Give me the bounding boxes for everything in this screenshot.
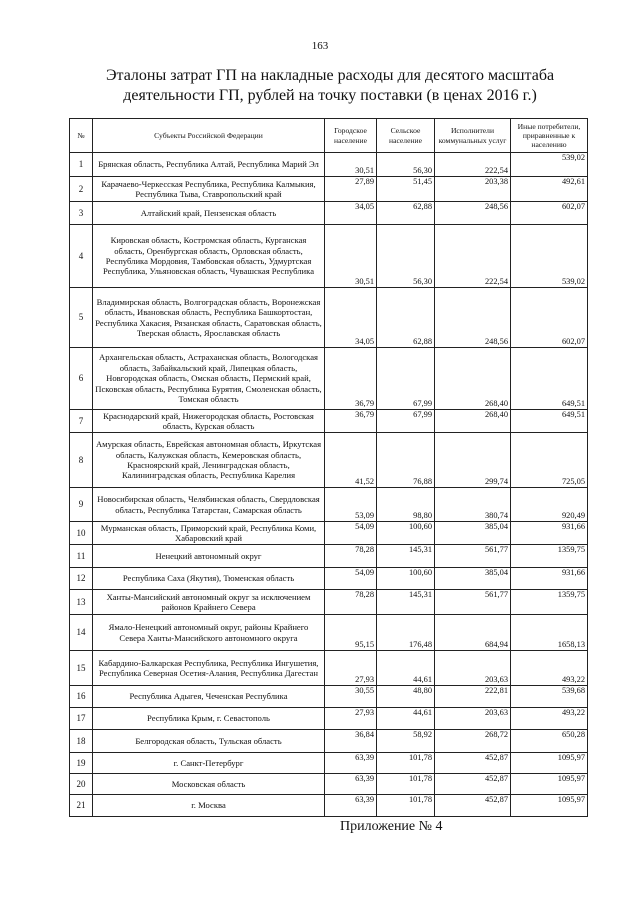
table-header-row <box>70 119 588 153</box>
other-value: 493,22 <box>511 651 588 686</box>
region-cell: Республика Саха (Якутия), Тюменская область <box>93 568 325 590</box>
urban-value: 78,28 <box>325 590 377 615</box>
other-value: 1359,75 <box>511 590 588 615</box>
row-number: 16 <box>70 686 93 708</box>
rural-value: 101,78 <box>377 795 435 817</box>
rural-value: 100,60 <box>377 568 435 590</box>
row-number: 17 <box>70 708 93 730</box>
table-row <box>70 410 588 433</box>
rural-value: 76,88 <box>377 433 435 488</box>
other-value: 493,22 <box>511 708 588 730</box>
row-number: 3 <box>70 202 93 225</box>
urban-value: 27,93 <box>325 651 377 686</box>
urban-value: 36,79 <box>325 410 377 433</box>
rural-value: 48,80 <box>377 686 435 708</box>
region-cell: Владимирская область, Волгоградская область, Воронежская область, Ивановская область, Республика Башкортостан, Республика Хакасия, Рязанская область, Саратовская область, Тверская область, Ярославская область <box>93 288 325 348</box>
utility-value: 684,94 <box>435 615 511 651</box>
row-number: 21 <box>70 795 93 817</box>
utility-value: 248,56 <box>435 202 511 225</box>
utility-value: 561,77 <box>435 590 511 615</box>
rural-value: 62,88 <box>377 288 435 348</box>
urban-value: 36,84 <box>325 730 377 753</box>
region-cell: Карачаево-Черкесская Республика, Республика Калмыкия, Республика Тыва, Ставропольский край <box>93 177 325 202</box>
column-header-utility: Исполнители коммунальных услуг <box>435 119 511 153</box>
utility-value: 222,54 <box>435 225 511 288</box>
rural-value: 145,31 <box>377 545 435 568</box>
appendix-label: Приложение № 4 <box>340 819 443 834</box>
rural-value: 44,61 <box>377 651 435 686</box>
tariff-table <box>69 118 588 817</box>
rural-value: 101,78 <box>377 774 435 795</box>
utility-value: 385,04 <box>435 522 511 545</box>
other-value: 649,51 <box>511 348 588 410</box>
table-row <box>70 795 588 817</box>
urban-value: 27,89 <box>325 177 377 202</box>
other-value: 539,02 <box>511 153 588 177</box>
region-cell: Республика Адыгея, Чеченская Республика <box>93 686 325 708</box>
rural-value: 51,45 <box>377 177 435 202</box>
utility-value: 299,74 <box>435 433 511 488</box>
table-row <box>70 177 588 202</box>
utility-value: 222,81 <box>435 686 511 708</box>
row-number: 8 <box>70 433 93 488</box>
utility-value: 203,38 <box>435 177 511 202</box>
urban-value: 27,93 <box>325 708 377 730</box>
document-title: Эталоны затрат ГП на накладные расходы для десятого масштаба деятельности ГП, рублей на точку поставки (в ценах 2016 г.) <box>105 67 555 104</box>
row-number: 6 <box>70 348 93 410</box>
rural-value: 56,30 <box>377 153 435 177</box>
region-cell: Кабардино-Балкарская Республика, Республика Ингушетия, Республика Северная Осетия-Алания, Республика Дагестан <box>93 651 325 686</box>
urban-value: 34,05 <box>325 202 377 225</box>
urban-value: 54,09 <box>325 568 377 590</box>
urban-value: 41,52 <box>325 433 377 488</box>
column-header-number: № <box>70 119 93 153</box>
other-value: 1359,75 <box>511 545 588 568</box>
other-value: 649,51 <box>511 410 588 433</box>
region-cell: Республика Крым, г. Севастополь <box>93 708 325 730</box>
rural-value: 56,30 <box>377 225 435 288</box>
row-number: 2 <box>70 177 93 202</box>
region-cell: Мурманская область, Приморский край, Республика Коми, Хабаровский край <box>93 522 325 545</box>
urban-value: 30,55 <box>325 686 377 708</box>
other-value: 539,68 <box>511 686 588 708</box>
region-cell: Новосибирская область, Челябинская область, Свердловская область, Республика Татарстан, Самарская область <box>93 488 325 522</box>
column-header-other: Иные потребители, приравненные к населению <box>511 119 588 153</box>
other-value: 650,28 <box>511 730 588 753</box>
urban-value: 30,51 <box>325 225 377 288</box>
row-number: 19 <box>70 753 93 774</box>
utility-value: 203,63 <box>435 651 511 686</box>
rural-value: 58,92 <box>377 730 435 753</box>
region-cell: Белгородская область, Тульская область <box>93 730 325 753</box>
table-row <box>70 153 588 177</box>
other-value: 539,02 <box>511 225 588 288</box>
rural-value: 62,88 <box>377 202 435 225</box>
table-row <box>70 488 588 522</box>
page-number: 163 <box>311 40 329 52</box>
urban-value: 30,51 <box>325 153 377 177</box>
other-value: 1095,97 <box>511 795 588 817</box>
table-row <box>70 522 588 545</box>
other-value: 492,61 <box>511 177 588 202</box>
region-cell: Ямало-Ненецкий автономный округ, районы Крайнего Севера Ханты-Мансийского автономного округа <box>93 615 325 651</box>
region-cell: Ханты-Мансийский автономный округ за исключением районов Крайнего Севера <box>93 590 325 615</box>
other-value: 602,07 <box>511 202 588 225</box>
row-number: 20 <box>70 774 93 795</box>
row-number: 13 <box>70 590 93 615</box>
column-header-urban: Городское население <box>325 119 377 153</box>
utility-value: 452,87 <box>435 795 511 817</box>
other-value: 602,07 <box>511 288 588 348</box>
urban-value: 95,15 <box>325 615 377 651</box>
table-row <box>70 651 588 686</box>
table-row <box>70 730 588 753</box>
table-row <box>70 225 588 288</box>
rural-value: 145,31 <box>377 590 435 615</box>
table-row <box>70 708 588 730</box>
table-row <box>70 615 588 651</box>
urban-value: 54,09 <box>325 522 377 545</box>
urban-value: 53,09 <box>325 488 377 522</box>
column-header-region: Субъекты Российской Федерации <box>93 119 325 153</box>
rural-value: 101,78 <box>377 753 435 774</box>
other-value: 1095,97 <box>511 774 588 795</box>
rural-value: 100,60 <box>377 522 435 545</box>
row-number: 1 <box>70 153 93 177</box>
table-row <box>70 590 588 615</box>
row-number: 9 <box>70 488 93 522</box>
region-cell: Архангельская область, Астраханская область, Вологодская область, Забайкальский край, Липецкая область, Новгородская область, Омская область, Пермский край, Псковская область, Республика Бурятия, Смоленская область, Томская область <box>93 348 325 410</box>
other-value: 1658,13 <box>511 615 588 651</box>
utility-value: 452,87 <box>435 753 511 774</box>
table-row <box>70 348 588 410</box>
region-cell: Ненецкий автономный округ <box>93 545 325 568</box>
utility-value: 203,63 <box>435 708 511 730</box>
utility-value: 561,77 <box>435 545 511 568</box>
row-number: 12 <box>70 568 93 590</box>
region-cell: Брянская область, Республика Алтай, Республика Марий Эл <box>93 153 325 177</box>
utility-value: 385,04 <box>435 568 511 590</box>
table-row <box>70 686 588 708</box>
urban-value: 63,39 <box>325 774 377 795</box>
region-cell: Кировская область, Костромская область, Курганская область, Оренбургская область, Орловская область, Республика Мордовия, Тамбовская область, Удмуртская Республика, Ульяновская область, Чувашская Республика <box>93 225 325 288</box>
urban-value: 36,79 <box>325 348 377 410</box>
region-cell: Московская область <box>93 774 325 795</box>
region-cell: Краснодарский край, Нижегородская область, Ростовская область, Курская область <box>93 410 325 433</box>
rural-value: 176,48 <box>377 615 435 651</box>
region-cell: г. Москва <box>93 795 325 817</box>
utility-value: 222,54 <box>435 153 511 177</box>
utility-value: 268,72 <box>435 730 511 753</box>
urban-value: 34,05 <box>325 288 377 348</box>
urban-value: 78,28 <box>325 545 377 568</box>
row-number: 15 <box>70 651 93 686</box>
row-number: 4 <box>70 225 93 288</box>
table-row <box>70 568 588 590</box>
row-number: 7 <box>70 410 93 433</box>
utility-value: 452,87 <box>435 774 511 795</box>
region-cell: Алтайский край, Пензенская область <box>93 202 325 225</box>
utility-value: 268,40 <box>435 410 511 433</box>
row-number: 14 <box>70 615 93 651</box>
urban-value: 63,39 <box>325 753 377 774</box>
utility-value: 380,74 <box>435 488 511 522</box>
urban-value: 63,39 <box>325 795 377 817</box>
region-cell: г. Санкт-Петербург <box>93 753 325 774</box>
table-row <box>70 288 588 348</box>
utility-value: 248,56 <box>435 288 511 348</box>
column-header-rural: Сельское население <box>377 119 435 153</box>
table-row <box>70 774 588 795</box>
utility-value: 268,40 <box>435 348 511 410</box>
other-value: 931,66 <box>511 568 588 590</box>
rural-value: 98,80 <box>377 488 435 522</box>
region-cell: Амурская область, Еврейская автономная область, Иркутская область, Калужская область, Кемеровская область, Красноярский край, Ленинградская область, Калининградская область, Республика Карелия <box>93 433 325 488</box>
row-number: 10 <box>70 522 93 545</box>
rural-value: 67,99 <box>377 348 435 410</box>
row-number: 18 <box>70 730 93 753</box>
other-value: 1095,97 <box>511 753 588 774</box>
rural-value: 44,61 <box>377 708 435 730</box>
rural-value: 67,99 <box>377 410 435 433</box>
table-row <box>70 433 588 488</box>
table-row <box>70 202 588 225</box>
other-value: 725,05 <box>511 433 588 488</box>
table-row <box>70 753 588 774</box>
row-number: 5 <box>70 288 93 348</box>
other-value: 920,49 <box>511 488 588 522</box>
table-row <box>70 545 588 568</box>
other-value: 931,66 <box>511 522 588 545</box>
row-number: 11 <box>70 545 93 568</box>
